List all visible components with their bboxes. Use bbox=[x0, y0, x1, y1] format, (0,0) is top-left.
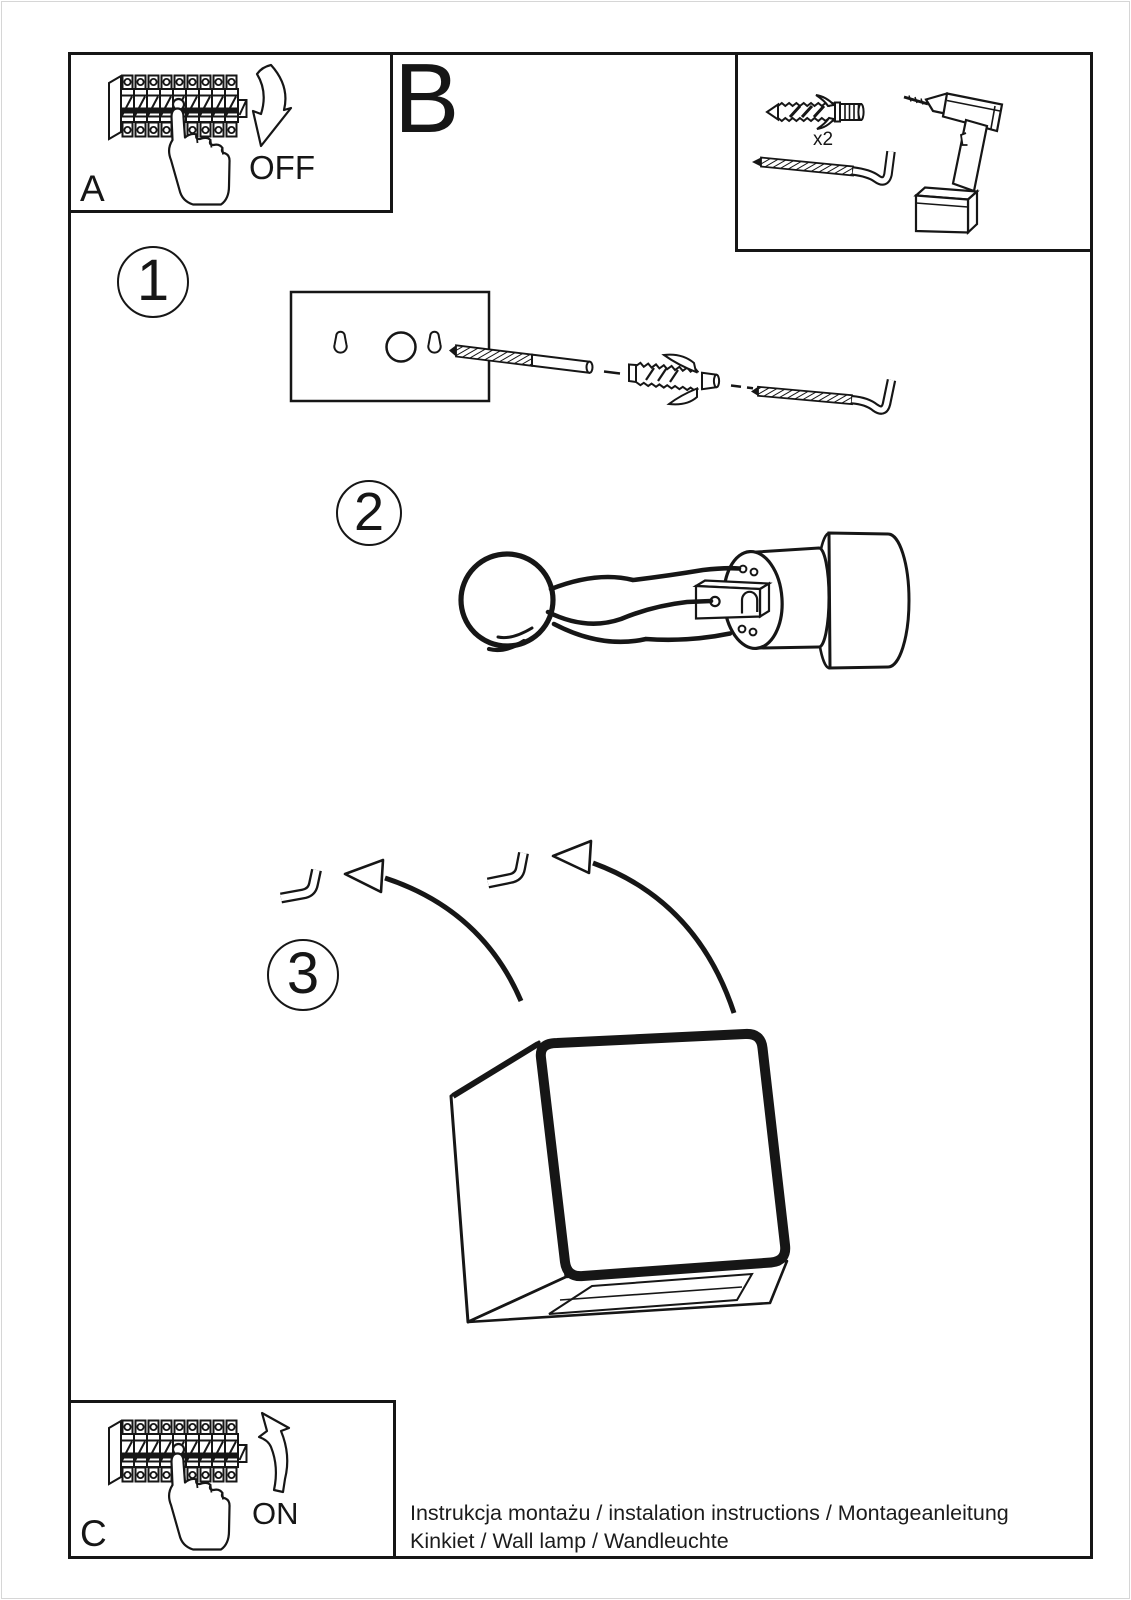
footer-line-1: Instrukcja montażu / instalation instructions / Montageanleitung bbox=[410, 1501, 1009, 1525]
panel-c-box bbox=[68, 1400, 396, 1559]
footer-line-2: Kinkiet / Wall lamp / Wandleuchte bbox=[410, 1529, 729, 1553]
panel-a-box bbox=[68, 52, 393, 213]
off-label: OFF bbox=[249, 149, 315, 186]
section-b-label: B bbox=[394, 43, 460, 153]
step-2-number: 2 bbox=[336, 480, 402, 546]
step-1-number: 1 bbox=[117, 246, 189, 318]
footer-text bbox=[410, 1499, 1009, 1555]
panel-c-label: C bbox=[80, 1513, 107, 1554]
main-border bbox=[68, 52, 1093, 1559]
on-label: ON bbox=[252, 1496, 299, 1531]
parts-box bbox=[735, 52, 1093, 252]
panel-a-label: A bbox=[80, 168, 105, 209]
step-3-number: 3 bbox=[267, 939, 339, 1011]
dowel-quantity-label: x2 bbox=[813, 129, 834, 150]
